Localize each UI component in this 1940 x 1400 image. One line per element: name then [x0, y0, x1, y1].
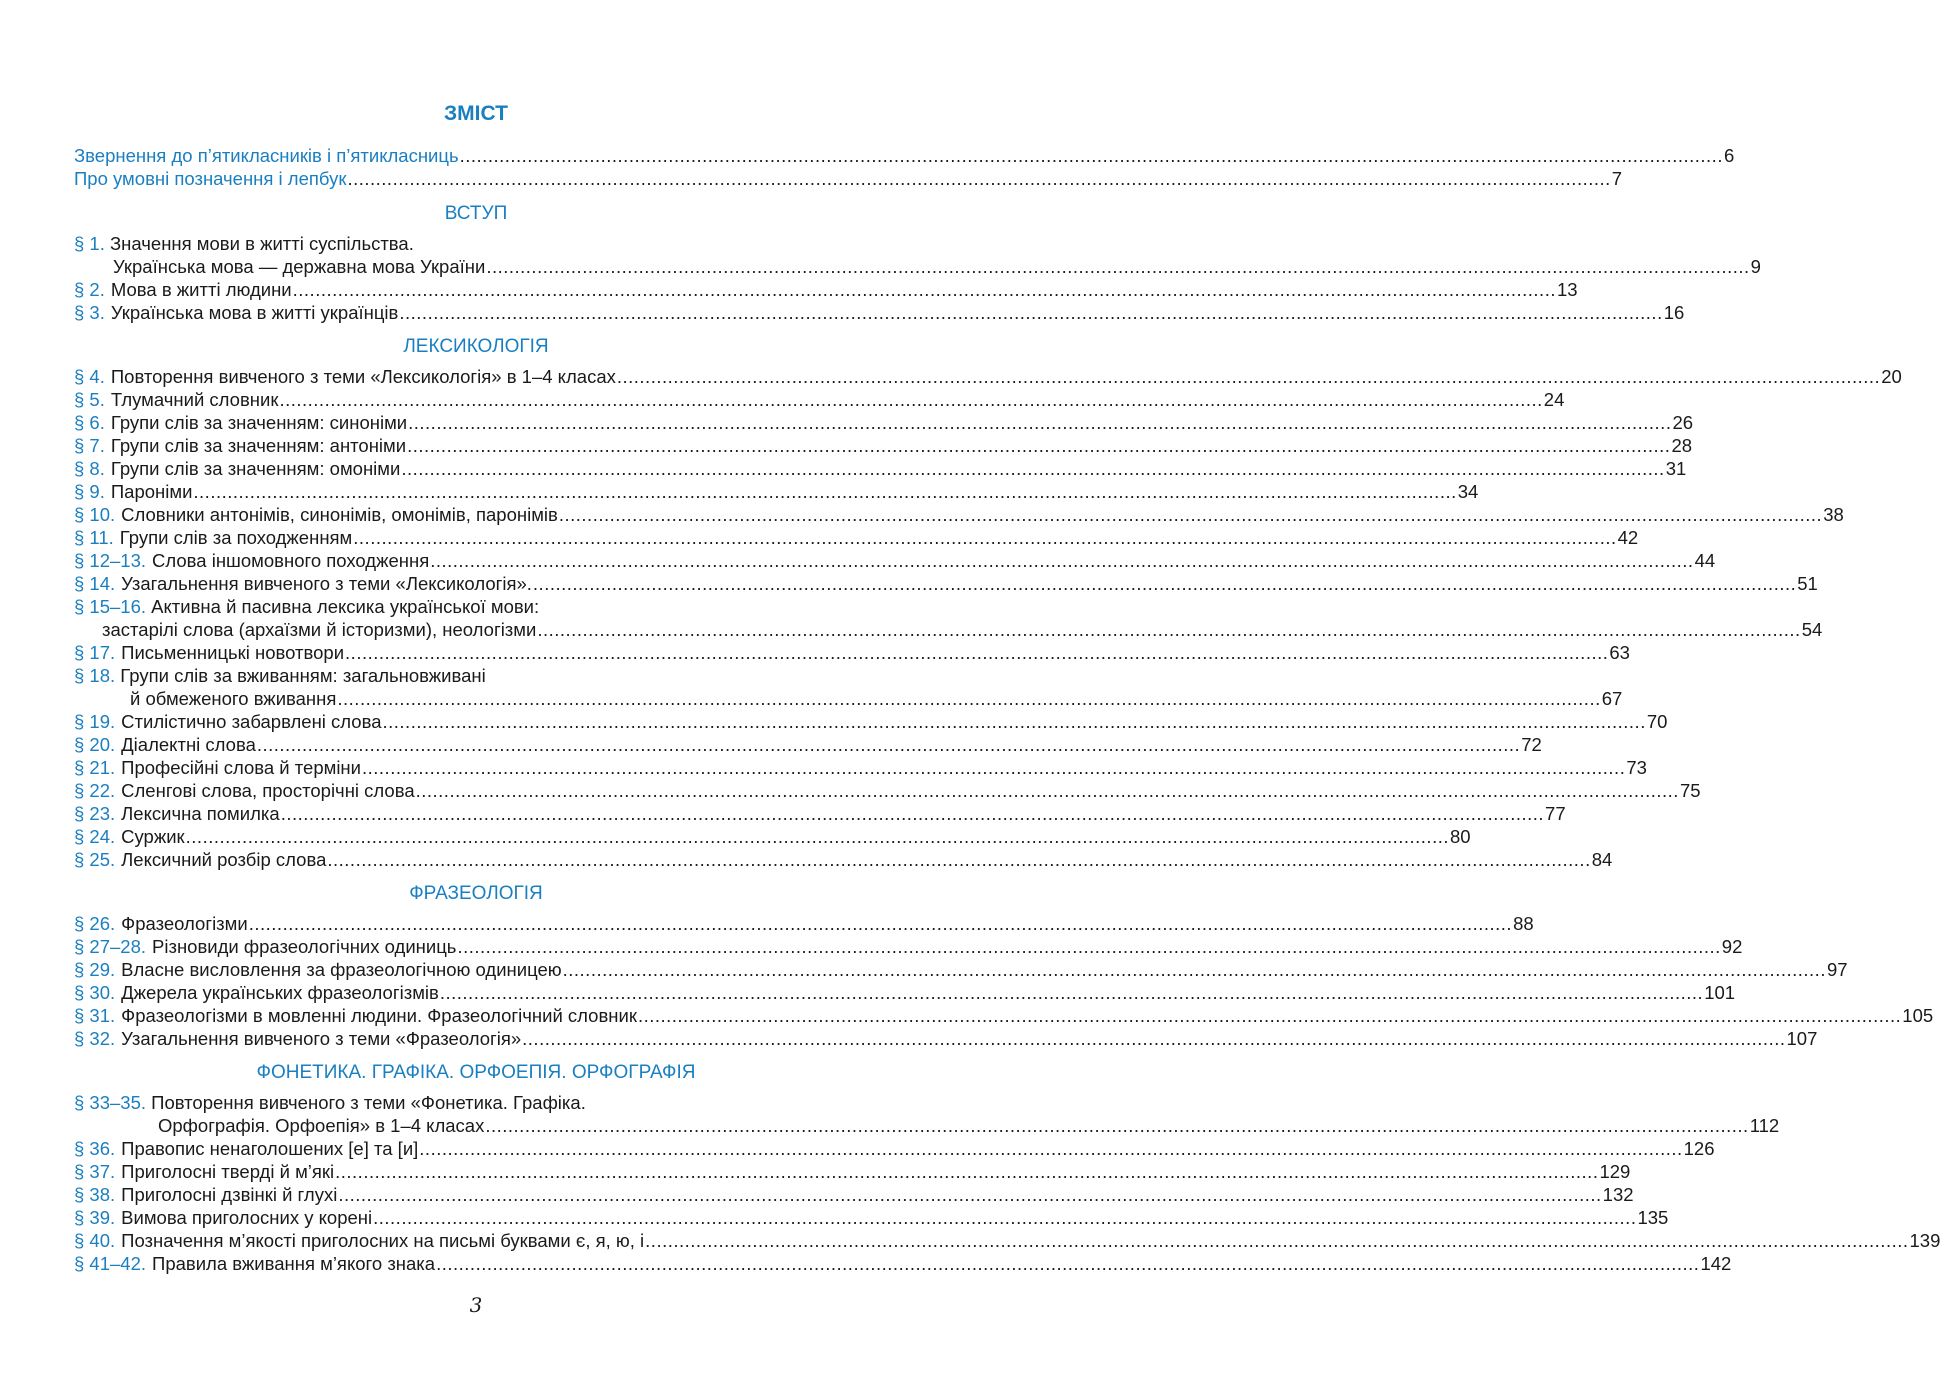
toc-title: ЗМІСТ — [444, 102, 508, 125]
toc-entry-number: § 21. — [74, 757, 116, 778]
toc-entry-text: Словники антонімів, синонімів, омонімів, паронімів — [121, 504, 558, 525]
toc-entry-number: § 31. — [74, 1005, 116, 1026]
toc-page-number: 132 — [1602, 1184, 1634, 1205]
toc-entry-text: застарілі слова (архаїзми й історизми), неологізми — [102, 619, 537, 640]
toc-page-number: 92 — [1721, 936, 1743, 957]
toc-entry-text: Орфографія. Орфоепія» в 1–4 класах — [158, 1115, 485, 1136]
toc-entry-s9[interactable] — [74, 480, 1479, 503]
toc-entry-text: Тлумачний словник — [110, 389, 279, 410]
toc-page-number: 77 — [1545, 803, 1566, 824]
toc-leader-dots — [436, 1252, 1699, 1275]
toc-entry-text: Групи слів за походженням — [119, 527, 353, 548]
toc-entry-text: Значення мови в житті суспільства. — [110, 233, 414, 254]
toc-entry-number: § 5. — [74, 389, 105, 410]
toc-entry-number: § 15–16. — [74, 596, 147, 617]
toc-entry-text: Про умовні позначення і лепбук — [74, 168, 347, 189]
toc-entry-text: Повторення вивченого з теми «Лексикологія» в 1–4 класах — [110, 366, 616, 387]
toc-entry-s15-first-line[interactable] — [74, 595, 539, 618]
toc-entry-s33[interactable] — [158, 1114, 1780, 1137]
toc-entry-intro-1[interactable] — [74, 144, 1735, 167]
toc-entry-text: Фразеологізми — [121, 913, 248, 934]
toc-entry-s33-first-line[interactable] — [74, 1091, 586, 1114]
toc-page-number: 142 — [1700, 1253, 1732, 1274]
toc-page-number: 97 — [1826, 959, 1848, 980]
toc-entry-s36[interactable] — [74, 1137, 1715, 1160]
toc-entry-number: § 14. — [74, 573, 116, 594]
toc-leader-dots — [522, 1027, 1785, 1050]
toc-leader-dots — [559, 503, 1822, 526]
toc-entry-text: Приголосні тверді й м’які — [121, 1161, 335, 1182]
toc-entry-number: § 27–28. — [74, 936, 147, 957]
toc-entry-number: § 8. — [74, 458, 105, 479]
toc-entry-number: § 2. — [74, 279, 105, 300]
toc-leader-dots — [440, 981, 1703, 1004]
toc-entry-text: Джерела українських фразеологізмів — [121, 982, 439, 1003]
toc-leader-dots — [401, 457, 1664, 480]
toc-entry-s14[interactable] — [74, 572, 1818, 595]
toc-leader-dots — [335, 1160, 1598, 1183]
toc-entry-text: Групи слів за вживанням: загальновживані — [120, 665, 486, 686]
toc-page-number: 101 — [1704, 982, 1736, 1003]
toc-entry-number: § 40. — [74, 1230, 116, 1251]
toc-entry-s31[interactable] — [74, 1004, 1934, 1027]
toc-page-number: 9 — [1750, 256, 1761, 277]
toc-entry-number: § 6. — [74, 412, 105, 433]
toc-page-number: 54 — [1801, 619, 1823, 640]
toc-page-number: 24 — [1543, 389, 1565, 410]
toc-entry-s21[interactable] — [74, 756, 1647, 779]
toc-entry-number: § 24. — [74, 826, 116, 847]
toc-entry-text: Слова іншомовного походження — [152, 550, 430, 571]
toc-leader-dots — [533, 572, 1796, 595]
toc-leader-dots — [617, 365, 1880, 388]
toc-entry-text: Різновиди фразеологічних одиниць — [152, 936, 457, 957]
toc-page-number: 75 — [1679, 780, 1701, 801]
toc-entry-number: § 11. — [74, 527, 114, 548]
toc-entry-number: § 12–13. — [74, 550, 147, 571]
toc-entry-number: § 22. — [74, 780, 116, 801]
toc-entry-text: Суржик — [121, 826, 185, 847]
toc-entry-text: Правила вживання м’якого знака — [152, 1253, 436, 1274]
toc-entry-s2[interactable] — [74, 278, 1578, 301]
toc-entry-number: § 17. — [74, 642, 116, 663]
toc-leader-dots — [430, 549, 1693, 572]
toc-page-number: 16 — [1663, 302, 1685, 323]
toc-leader-dots — [337, 687, 1600, 710]
toc-leader-dots — [373, 1206, 1636, 1229]
toc-leader-dots — [338, 1183, 1601, 1206]
toc-entry-number: § 4. — [74, 366, 105, 387]
toc-leader-dots — [645, 1229, 1908, 1252]
toc-entry-s29[interactable] — [74, 958, 1848, 981]
toc-entry-text: Власне висловлення за фразеологічною одиницею — [121, 959, 562, 980]
toc-entry-number: § 23. — [74, 803, 116, 824]
toc-entry-s27[interactable] — [74, 935, 1743, 958]
toc-page-number: 73 — [1626, 757, 1647, 778]
toc-entry-s41[interactable] — [74, 1252, 1732, 1275]
toc-leader-dots — [457, 935, 1720, 958]
toc-entry-number: § 39. — [74, 1207, 116, 1228]
toc-entry-s12[interactable] — [74, 549, 1716, 572]
toc-entry-number: § 10. — [74, 504, 116, 525]
toc-leader-dots — [353, 526, 1616, 549]
toc-leader-dots — [399, 301, 1662, 324]
toc-entry-s11[interactable] — [74, 526, 1639, 549]
toc-page-number: 105 — [1902, 1005, 1934, 1026]
toc-leader-dots — [281, 802, 1544, 825]
toc-entry-s8[interactable] — [74, 457, 1687, 480]
toc-entry-text: Сленгові слова, просторічні слова — [121, 780, 415, 801]
toc-page-number: 72 — [1521, 734, 1542, 755]
toc-page-number: 6 — [1723, 145, 1735, 166]
toc-entry-s6[interactable] — [74, 411, 1694, 434]
toc-page-number: 51 — [1797, 573, 1818, 594]
toc-page-number: 44 — [1694, 550, 1716, 571]
section-heading-frazeolohiia: ФРАЗЕОЛОГІЯ — [409, 883, 543, 904]
toc-page-number: 70 — [1646, 711, 1668, 732]
toc-leader-dots — [485, 1114, 1748, 1137]
toc-page-number: 7 — [1611, 168, 1623, 189]
toc-page-number: 67 — [1601, 688, 1623, 709]
toc-entry-text: Приголосні дзвінкі й глухі — [121, 1184, 338, 1205]
toc-entry-s18-first-line[interactable] — [74, 664, 486, 687]
toc-entry-text: Вимова приголосних у корені — [121, 1207, 373, 1228]
toc-page-number: 31 — [1665, 458, 1687, 479]
toc-entry-s22[interactable] — [74, 779, 1701, 802]
toc-leader-dots — [416, 779, 1679, 802]
toc-entry-s18[interactable] — [130, 687, 1623, 710]
toc-leader-dots — [383, 710, 1646, 733]
toc-leader-dots — [293, 278, 1556, 301]
toc-entry-text: Групи слів за значенням: антоніми — [110, 435, 407, 456]
toc-entry-s24[interactable] — [74, 825, 1471, 848]
section-heading-fonetyka: ФОНЕТИКА. ГРАФІКА. ОРФОЕПІЯ. ОРФОГРАФІЯ — [256, 1062, 696, 1083]
toc-entry-text: Групи слів за значенням: омоніми — [110, 458, 401, 479]
toc-leader-dots — [362, 756, 1625, 779]
toc-leader-dots — [638, 1004, 1901, 1027]
toc-page-number: 84 — [1591, 849, 1613, 870]
toc-entry-number: § 3. — [74, 302, 105, 323]
toc-entry-s25[interactable] — [74, 848, 1613, 871]
toc-entry-s26[interactable] — [74, 912, 1534, 935]
section-heading-vstup: ВСТУП — [444, 203, 508, 224]
toc-entry-number: § 41–42. — [74, 1253, 147, 1274]
toc-page-number: 26 — [1672, 412, 1694, 433]
toc-entry-text: Групи слів за значенням: синоніми — [110, 412, 408, 433]
toc-entry-s7[interactable] — [74, 434, 1693, 457]
toc-leader-dots — [537, 618, 1800, 641]
toc-entry-s39[interactable] — [74, 1206, 1669, 1229]
toc-entry-s15[interactable] — [102, 618, 1823, 641]
toc-page-number: 13 — [1556, 279, 1578, 300]
toc-entry-text: й обмеженого вживання — [130, 688, 337, 709]
toc-entry-number: § 9. — [74, 481, 105, 502]
toc-leader-dots — [407, 434, 1670, 457]
toc-page-number: 135 — [1637, 1207, 1669, 1228]
toc-page-number: 107 — [1786, 1028, 1818, 1049]
toc-leader-dots — [249, 912, 1512, 935]
toc-page-number: 20 — [1881, 366, 1902, 387]
toc-entry-text: Українська мова — державна мова України — [113, 256, 486, 277]
section-heading-leksykolohiia: ЛЕКСИКОЛОГІЯ — [403, 336, 549, 357]
toc-entry-intro-2[interactable] — [74, 167, 1623, 190]
toc-leader-dots — [345, 641, 1608, 664]
toc-page-number: 63 — [1609, 642, 1630, 663]
toc-page-number: 38 — [1823, 504, 1844, 525]
toc-entry-s19[interactable] — [74, 710, 1668, 733]
toc-entry-number: § 29. — [74, 959, 116, 980]
toc-entry-s37[interactable] — [74, 1160, 1631, 1183]
toc-entry-text: Мова в житті людини — [110, 279, 292, 300]
toc-entry-text: Діалектні слова — [121, 734, 256, 755]
toc-entry-number: § 20. — [74, 734, 116, 755]
toc-entry-text: Повторення вивченого з теми «Фонетика. Графіка. — [151, 1092, 586, 1113]
toc-entry-text: Пароніми — [110, 481, 193, 502]
toc-entry-s17[interactable] — [74, 641, 1630, 664]
toc-leader-dots — [486, 255, 1749, 278]
toc-entry-s20[interactable] — [74, 733, 1542, 756]
toc-entry-s5[interactable] — [74, 388, 1565, 411]
toc-entry-s1-first-line[interactable] — [74, 232, 414, 255]
toc-entry-s32[interactable] — [74, 1027, 1818, 1050]
toc-entry-text: Стилістично забарвлені слова — [121, 711, 382, 732]
toc-page-number: 126 — [1683, 1138, 1715, 1159]
toc-entry-number: § 19. — [74, 711, 116, 732]
toc-page-number: 28 — [1671, 435, 1693, 456]
toc-page-number: 80 — [1450, 826, 1471, 847]
toc-entry-text: Активна й пасивна лексика української мови: — [151, 596, 540, 617]
toc-entry-number: § 37. — [74, 1161, 116, 1182]
toc-entry-s38[interactable] — [74, 1183, 1634, 1206]
toc-entry-number: § 7. — [74, 435, 105, 456]
toc-entry-s4[interactable] — [74, 365, 1902, 388]
toc-entry-number: § 1. — [74, 233, 105, 254]
toc-leader-dots — [408, 411, 1671, 434]
toc-entry-number: § 26. — [74, 913, 116, 934]
toc-entry-text: Письменницькі новотвори — [121, 642, 345, 663]
toc-entry-s3[interactable] — [74, 301, 1685, 324]
toc-entry-s10[interactable] — [74, 503, 1844, 526]
toc-page-number: 129 — [1599, 1161, 1631, 1182]
toc-entry-text: Звернення до п’ятикласників і п’ятикласниць — [74, 145, 459, 166]
toc-entry-s1[interactable] — [113, 255, 1761, 278]
toc-entry-s40[interactable] — [74, 1229, 1940, 1252]
toc-entry-text: Лексична помилка — [121, 803, 280, 824]
toc-leader-dots — [347, 167, 1610, 190]
toc-entry-text: Узагальнення вивченого з теми «Лексикологія». — [121, 573, 532, 594]
toc-page-number: 139 — [1909, 1230, 1940, 1251]
toc-leader-dots — [186, 825, 1449, 848]
toc-entry-number: § 25. — [74, 849, 116, 870]
toc-entry-s23[interactable] — [74, 802, 1566, 825]
toc-entry-number: § 33–35. — [74, 1092, 147, 1113]
toc-entry-text: Фразеологізми в мовленні людини. Фразеологічний словник — [121, 1005, 637, 1026]
toc-entry-text: Позначення м’якості приголосних на письмі буквами є, я, ю, і — [121, 1230, 645, 1251]
toc-entry-text: Українська мова в житті українців — [110, 302, 399, 323]
toc-page-number: 34 — [1457, 481, 1479, 502]
toc-entry-number: § 18. — [74, 665, 116, 686]
toc-entry-number: § 32. — [74, 1028, 116, 1049]
toc-entry-text: Правопис ненаголошених [е] та [и] — [121, 1138, 419, 1159]
toc-entry-text: Професійні слова й терміни — [121, 757, 361, 778]
toc-page-number: 112 — [1749, 1115, 1780, 1136]
toc-entry-text: Лексичний розбір слова — [121, 849, 327, 870]
toc-entry-s30[interactable] — [74, 981, 1736, 1004]
toc-leader-dots — [460, 144, 1723, 167]
toc-entry-number: § 36. — [74, 1138, 116, 1159]
toc-entry-number: § 38. — [74, 1184, 116, 1205]
toc-leader-dots — [327, 848, 1590, 871]
toc-entry-text: Узагальнення вивченого з теми «Фразеологія» — [121, 1028, 522, 1049]
toc-leader-dots — [257, 733, 1520, 756]
toc-leader-dots — [563, 958, 1826, 981]
toc-entry-number: § 30. — [74, 982, 116, 1003]
toc-leader-dots — [279, 388, 1542, 411]
toc-page-number: 88 — [1513, 913, 1534, 934]
toc-leader-dots — [193, 480, 1456, 503]
page-number: 3 — [469, 1293, 483, 1317]
toc-page-number: 42 — [1617, 527, 1639, 548]
toc-leader-dots — [419, 1137, 1682, 1160]
